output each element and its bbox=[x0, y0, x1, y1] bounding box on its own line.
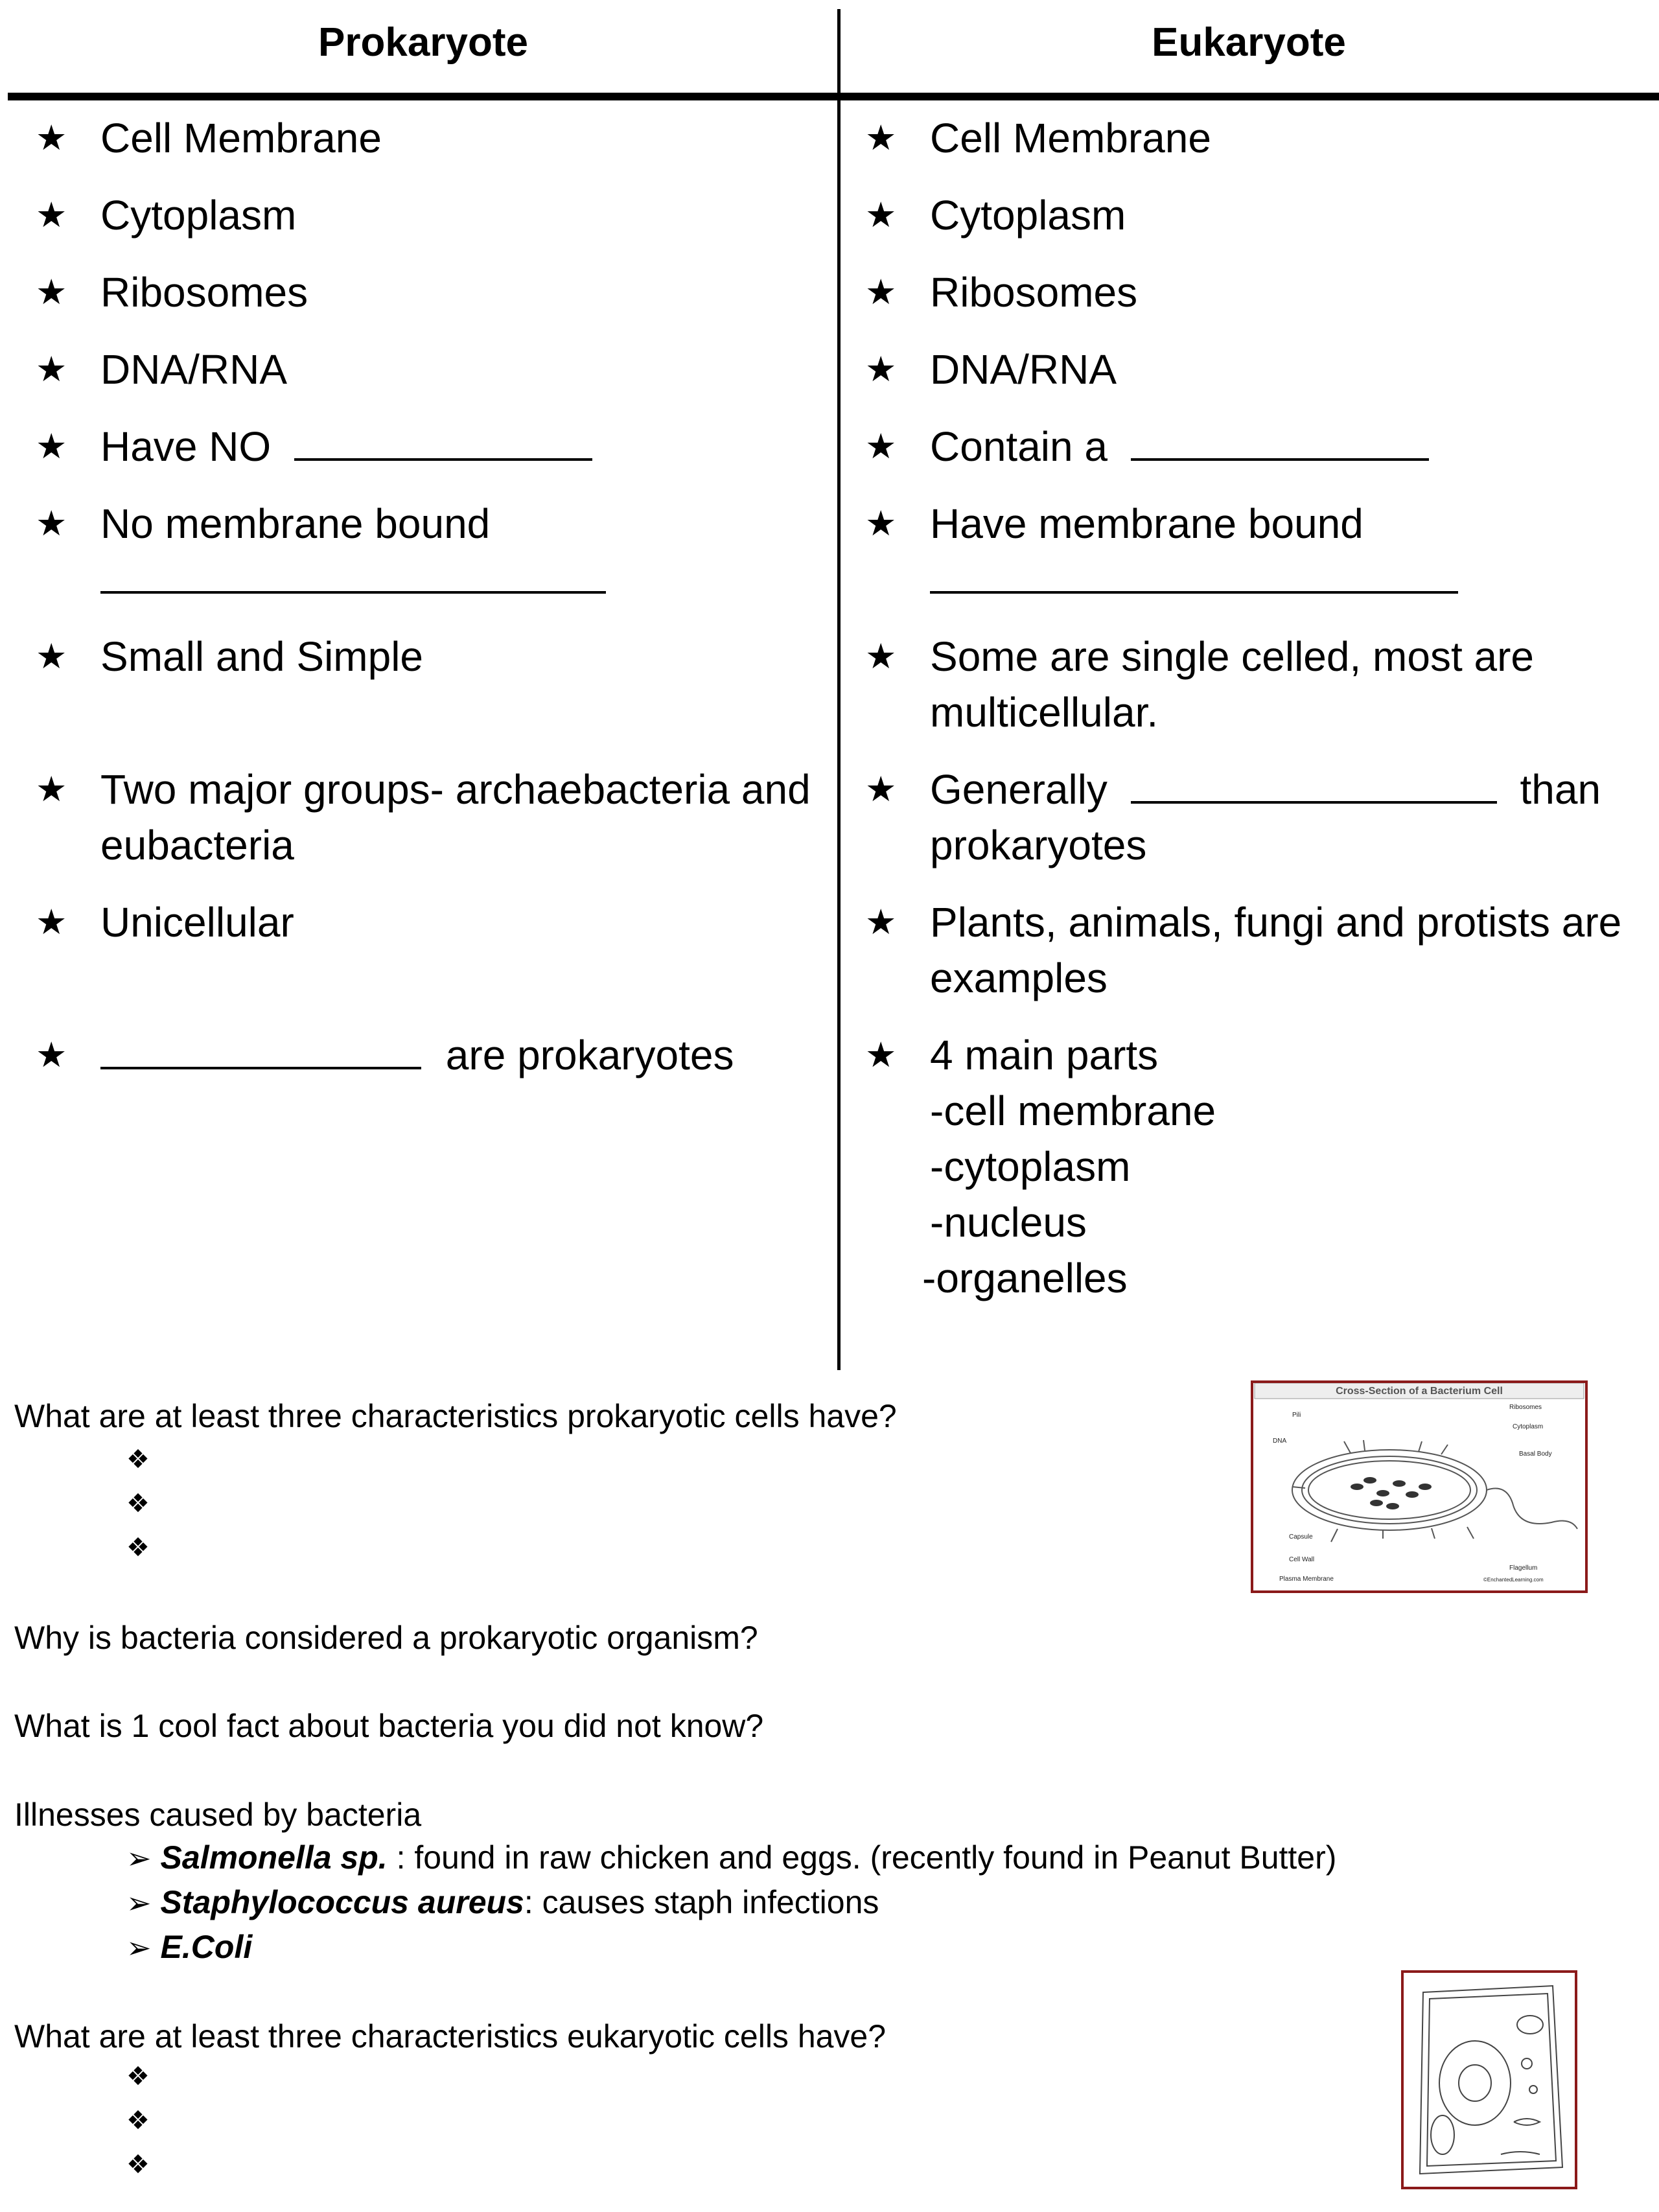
list-item bbox=[126, 1835, 1336, 1880]
list-item bbox=[865, 629, 1659, 740]
star-bullet-icon: ★ bbox=[36, 902, 67, 942]
eukaryote-list bbox=[865, 110, 1659, 1306]
label-plasma-membrane: Plasma Membrane bbox=[1279, 1576, 1334, 1583]
illness-desc: : causes staph infections bbox=[524, 1884, 879, 1920]
diamond-bullet-icon: ❖ bbox=[126, 1445, 150, 1474]
item-text: Some are single celled, most are multicellular. bbox=[930, 633, 1534, 736]
answer-blank[interactable] bbox=[294, 421, 592, 461]
list-item bbox=[36, 187, 826, 243]
illnesses-title: Illnesses caused by bacteria bbox=[14, 1797, 422, 1833]
list-item bbox=[36, 1027, 826, 1083]
label-cytoplasm: Cytoplasm bbox=[1513, 1423, 1544, 1430]
star-bullet-icon: ★ bbox=[865, 117, 897, 158]
item-text: Ribosomes bbox=[100, 269, 308, 316]
illness-name: Salmonella sp. bbox=[160, 1839, 388, 1876]
header-rule bbox=[8, 93, 1659, 100]
star-bullet-icon: ★ bbox=[36, 769, 67, 809]
list-item bbox=[36, 629, 826, 684]
label-basal-body: Basal Body bbox=[1519, 1450, 1552, 1458]
illness-name: E.Coli bbox=[160, 1929, 253, 1965]
item-text: DNA/RNA bbox=[930, 346, 1117, 393]
item-text: than prokaryotes bbox=[930, 766, 1601, 868]
list-item bbox=[36, 264, 826, 320]
item-text: Unicellular bbox=[100, 899, 294, 946]
question-4: What are at least three characteristics eukaryotic cells have? bbox=[14, 2018, 887, 2055]
star-bullet-icon: ★ bbox=[36, 503, 67, 544]
prokaryote-header: Prokaryote bbox=[318, 20, 528, 65]
star-bullet-icon: ★ bbox=[36, 194, 67, 235]
list-item bbox=[865, 342, 1659, 397]
figure-title: Cross-Section of a Bacterium Cell bbox=[1336, 1386, 1503, 1397]
item-text: are prokaryotes bbox=[445, 1032, 734, 1078]
sub-item: -nucleus bbox=[930, 1199, 1087, 1246]
question-2: Why is bacteria considered a prokaryotic organism? bbox=[14, 1620, 758, 1656]
answer-blank[interactable] bbox=[930, 553, 1458, 594]
star-bullet-icon: ★ bbox=[36, 272, 67, 312]
item-text: No membrane bound bbox=[100, 500, 491, 547]
label-flagellum: Flagellum bbox=[1509, 1565, 1538, 1572]
item-text: Have membrane bound bbox=[930, 500, 1363, 547]
answer-blank[interactable] bbox=[100, 1029, 421, 1069]
item-text: DNA/RNA bbox=[100, 346, 288, 393]
arrow-bullet-icon: ➢ bbox=[126, 1930, 152, 1965]
item-text: Ribosomes bbox=[930, 269, 1138, 316]
list-item bbox=[126, 1925, 1336, 1970]
bullet-list bbox=[126, 2055, 150, 2187]
item-text: Two major groups- archaebacteria and eubacteria bbox=[100, 766, 811, 868]
sub-item: -cell membrane bbox=[930, 1088, 1216, 1134]
eukaryote-header: Eukaryote bbox=[1152, 20, 1346, 65]
question-3: What is 1 cool fact about bacteria you did not know? bbox=[14, 1708, 764, 1744]
list-item bbox=[865, 762, 1659, 873]
figure-credit: ©EnchantedLearning.com bbox=[1483, 1577, 1544, 1583]
star-bullet-icon: ★ bbox=[36, 636, 67, 677]
item-text: Small and Simple bbox=[100, 633, 423, 680]
eukaryotic-cell-diagram bbox=[1401, 1970, 1577, 2189]
star-bullet-icon: ★ bbox=[865, 426, 897, 467]
label-pili: Pili bbox=[1292, 1412, 1301, 1419]
item-text: Generally bbox=[930, 766, 1108, 813]
item-text: Cell Membrane bbox=[100, 115, 382, 161]
bacterium-diagram bbox=[1251, 1380, 1588, 1593]
label-ribosomes: Ribosomes bbox=[1509, 1404, 1542, 1411]
label-cell-wall: Cell Wall bbox=[1289, 1556, 1315, 1563]
diamond-bullet-icon: ❖ bbox=[126, 2150, 150, 2180]
list-item bbox=[36, 496, 826, 607]
item-text: Cell Membrane bbox=[930, 115, 1211, 161]
illness-name: Staphylococcus aureus bbox=[160, 1884, 524, 1920]
diamond-bullet-icon: ❖ bbox=[126, 2062, 150, 2091]
label-capsule: Capsule bbox=[1289, 1533, 1313, 1541]
item-text: 4 main parts bbox=[930, 1032, 1159, 1078]
item-text: Contain a bbox=[930, 423, 1108, 470]
list-item bbox=[36, 110, 826, 166]
answer-blank[interactable] bbox=[1131, 421, 1429, 461]
list-item bbox=[36, 419, 826, 474]
star-bullet-icon: ★ bbox=[865, 349, 897, 390]
list-item bbox=[36, 342, 826, 397]
star-bullet-icon: ★ bbox=[36, 349, 67, 390]
star-bullet-icon: ★ bbox=[865, 636, 897, 677]
answer-blank[interactable] bbox=[100, 553, 606, 594]
star-bullet-icon: ★ bbox=[36, 117, 67, 158]
star-bullet-icon: ★ bbox=[865, 503, 897, 544]
bacterium-svg bbox=[1253, 1383, 1585, 1590]
sub-item: -organelles bbox=[922, 1255, 1128, 1301]
arrow-bullet-icon: ➢ bbox=[126, 1885, 152, 1920]
star-bullet-icon: ★ bbox=[865, 1034, 897, 1075]
star-bullet-icon: ★ bbox=[865, 272, 897, 312]
list-item bbox=[36, 762, 826, 873]
star-bullet-icon: ★ bbox=[865, 902, 897, 942]
star-bullet-icon: ★ bbox=[865, 769, 897, 809]
item-text: Plants, animals, fungi and protists are examples bbox=[930, 899, 1622, 1001]
illness-list bbox=[126, 1835, 1336, 1970]
list-item bbox=[36, 894, 826, 950]
list-item bbox=[865, 1027, 1659, 1306]
item-text: Have NO bbox=[100, 423, 272, 470]
cell-svg bbox=[1404, 1973, 1575, 2187]
column-divider bbox=[837, 9, 841, 1370]
illness-desc: : found in raw chicken and eggs. (recently found in Peanut Butter) bbox=[387, 1839, 1337, 1876]
list-item bbox=[865, 187, 1659, 243]
question-1: What are at least three characteristics prokaryotic cells have? bbox=[14, 1398, 897, 1434]
item-text: Cytoplasm bbox=[100, 192, 297, 239]
star-bullet-icon: ★ bbox=[865, 194, 897, 235]
bullet-list bbox=[126, 1438, 150, 1570]
list-item bbox=[126, 1880, 1336, 1925]
star-bullet-icon: ★ bbox=[36, 1034, 67, 1075]
arrow-bullet-icon: ➢ bbox=[126, 1841, 152, 1876]
list-item bbox=[865, 419, 1659, 474]
list-item bbox=[865, 110, 1659, 166]
item-text: Cytoplasm bbox=[930, 192, 1126, 239]
star-bullet-icon: ★ bbox=[36, 426, 67, 467]
list-item bbox=[865, 894, 1659, 1006]
label-dna: DNA bbox=[1273, 1438, 1287, 1445]
list-item bbox=[865, 496, 1659, 607]
diamond-bullet-icon: ❖ bbox=[126, 1489, 150, 1519]
prokaryote-list bbox=[36, 110, 826, 1083]
diamond-bullet-icon: ❖ bbox=[126, 2106, 150, 2136]
answer-blank[interactable] bbox=[1131, 763, 1497, 804]
sub-item: -cytoplasm bbox=[930, 1143, 1131, 1190]
list-item bbox=[865, 264, 1659, 320]
diamond-bullet-icon: ❖ bbox=[126, 1533, 150, 1563]
